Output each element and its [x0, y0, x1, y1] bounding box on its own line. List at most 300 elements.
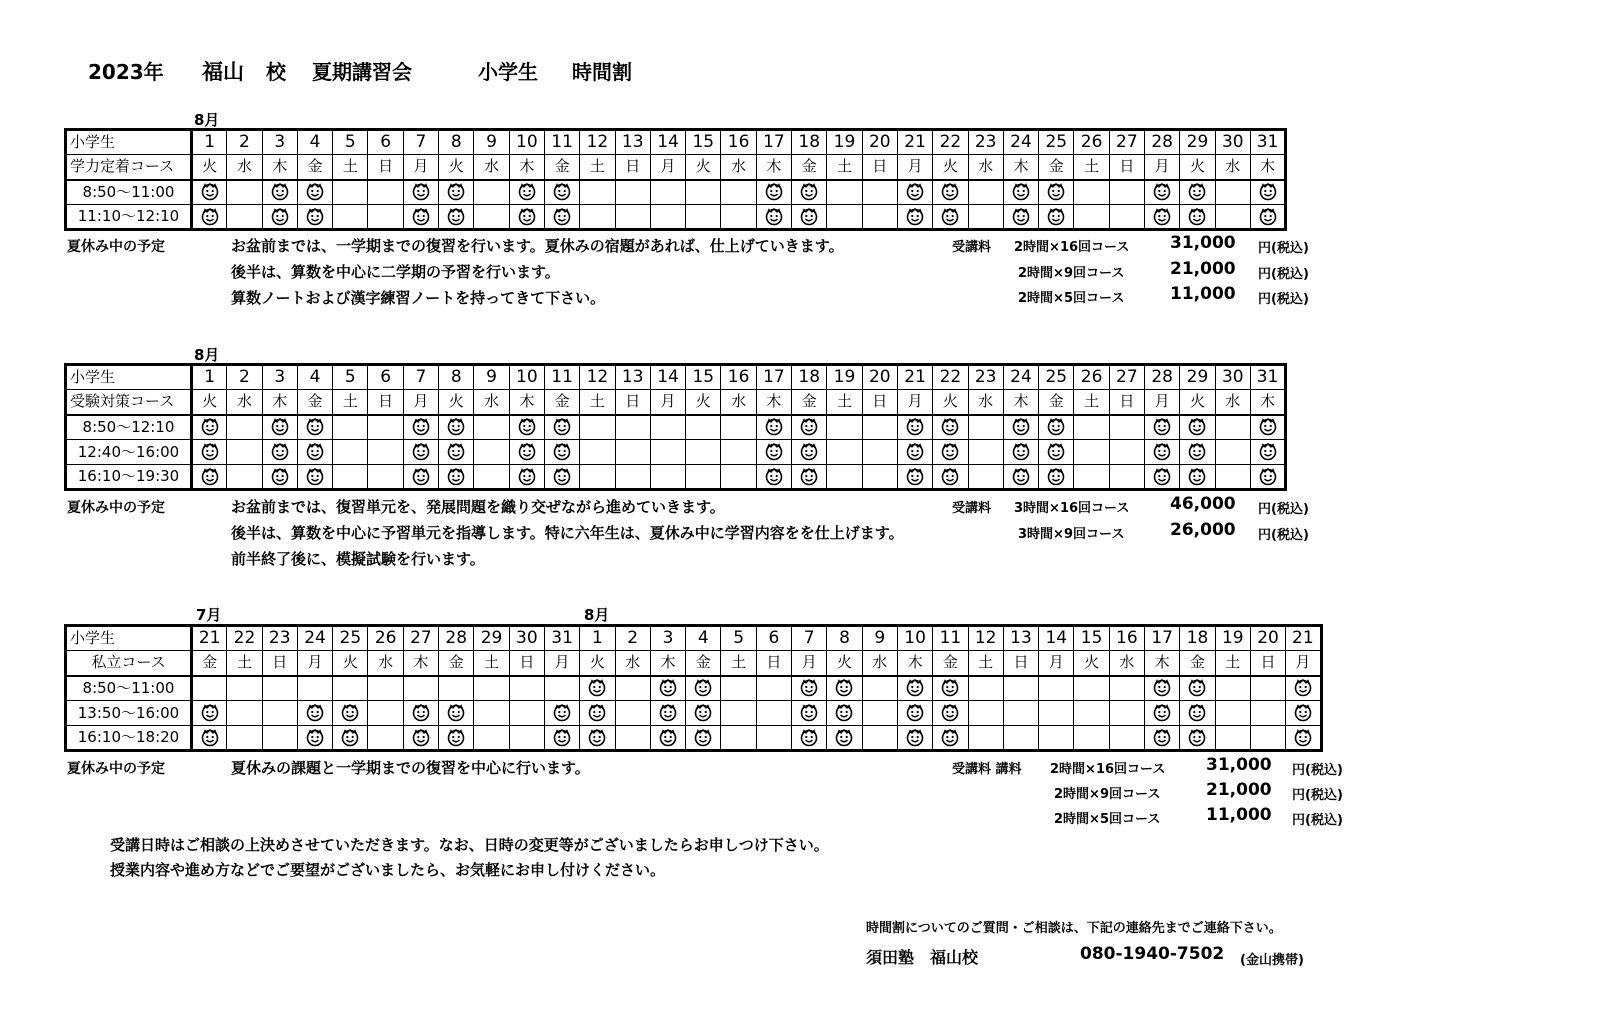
- course-label-top: 小学生: [66, 130, 192, 155]
- schedule-cell: [1145, 701, 1180, 726]
- smiley-face-icon: [200, 467, 220, 487]
- weekday: 木: [262, 390, 297, 415]
- time-slot-label: 13:50～16:00: [66, 701, 192, 726]
- schedule-cell: [1109, 180, 1144, 205]
- weekday: 金: [297, 155, 332, 180]
- schedule-cell: [580, 415, 615, 440]
- schedule-cell: [580, 205, 615, 230]
- schedule-cell: [1109, 415, 1144, 440]
- smiley-face-icon: [1046, 182, 1066, 202]
- schedule-cell: [721, 205, 756, 230]
- time-slot-label: 8:50～12:10: [66, 415, 192, 440]
- weekday: 木: [262, 155, 297, 180]
- smiley-face-icon: [517, 417, 537, 437]
- smiley-face-icon: [517, 182, 537, 202]
- s3-fee-course-1: 2時間×16回コース: [1050, 762, 1166, 777]
- day-number: 14: [650, 365, 685, 390]
- smiley-face-icon: [940, 442, 960, 462]
- schedule-cell: [192, 205, 227, 230]
- schedule-cell: [333, 205, 368, 230]
- s1-plan-line-3: 算数ノートおよび漢字練習ノートを持ってきて下さい。: [231, 289, 606, 307]
- schedule-cell: [333, 440, 368, 465]
- weekday: 水: [721, 155, 756, 180]
- schedule-cell: [580, 726, 615, 751]
- smiley-face-icon: [1187, 182, 1207, 202]
- schedule-cell: [580, 440, 615, 465]
- weekday: 日: [615, 155, 650, 180]
- weekday: 日: [862, 155, 897, 180]
- day-number: 10: [509, 130, 544, 155]
- schedule-cell: [1145, 440, 1180, 465]
- schedule-cell: [650, 440, 685, 465]
- schedule-cell: [227, 205, 262, 230]
- schedule-cell: [509, 205, 544, 230]
- day-number: 18: [792, 365, 827, 390]
- time-slot-label: 16:10～18:20: [66, 726, 192, 751]
- smiley-face-icon: [940, 182, 960, 202]
- schedule-cell: [368, 676, 403, 701]
- smiley-face-icon: [658, 703, 678, 723]
- schedule-cell: [756, 676, 791, 701]
- weekday: 水: [721, 390, 756, 415]
- smiley-face-icon: [552, 703, 572, 723]
- schedule-cell: [792, 440, 827, 465]
- s1-fee-course-3: 2時間×5回コース: [1018, 291, 1125, 306]
- schedule-cell: [509, 676, 544, 701]
- schedule-cell: [1250, 415, 1285, 440]
- header-event: 夏期講習会: [312, 60, 412, 84]
- weekday: 水: [227, 155, 262, 180]
- footer-note-2: 授業内容や進め方などでご要望がございましたら、お気軽にお申し付けください。: [110, 861, 666, 879]
- s1-fee-price-2: 21,000: [1170, 259, 1236, 279]
- weekday: 木: [756, 155, 791, 180]
- smiley-face-icon: [799, 678, 819, 698]
- day-number: 7: [403, 130, 438, 155]
- weekday: 水: [1215, 155, 1250, 180]
- day-number: 23: [968, 130, 1003, 155]
- schedule-cell: [1215, 701, 1250, 726]
- day-number: 30: [509, 626, 544, 651]
- weekday: 土: [1074, 390, 1109, 415]
- day-number: 29: [1180, 365, 1215, 390]
- day-number: 14: [1039, 626, 1074, 651]
- course-label-bottom: 受験対策コース: [66, 390, 192, 415]
- smiley-face-icon: [200, 207, 220, 227]
- day-number: 6: [368, 365, 403, 390]
- schedule-cell: [615, 415, 650, 440]
- schedule-cell: [333, 701, 368, 726]
- schedule-cell: [580, 701, 615, 726]
- schedule-cell: [968, 726, 1003, 751]
- schedule-cell: [474, 676, 509, 701]
- s3-fee-course-3: 2時間×5回コース: [1054, 812, 1161, 827]
- schedule-cell: [1145, 415, 1180, 440]
- schedule-cell: [1180, 701, 1215, 726]
- s1-fee-price-3: 11,000: [1170, 284, 1236, 304]
- s2-fee-course-2: 3時間×9回コース: [1018, 527, 1125, 542]
- schedule-cell: [1286, 701, 1321, 726]
- schedule-cell: [544, 701, 579, 726]
- day-number: 25: [1039, 365, 1074, 390]
- s2-fee-label: 受講料: [952, 501, 992, 516]
- smiley-face-icon: [200, 182, 220, 202]
- smiley-face-icon: [411, 417, 431, 437]
- schedule-cell: [1215, 180, 1250, 205]
- smiley-face-icon: [1187, 417, 1207, 437]
- schedule-cell: [333, 180, 368, 205]
- schedule-cell: [227, 415, 262, 440]
- smiley-face-icon: [200, 728, 220, 748]
- schedule-cell: [862, 726, 897, 751]
- s1-month-label: 8月: [194, 111, 220, 129]
- smiley-face-icon: [517, 207, 537, 227]
- smiley-face-icon: [1046, 417, 1066, 437]
- schedule-cell: [1250, 440, 1285, 465]
- footer-school-name: 須田塾 福山校: [866, 948, 979, 967]
- smiley-face-icon: [1187, 678, 1207, 698]
- schedule-cell: [933, 676, 968, 701]
- schedule-cell: [403, 180, 438, 205]
- weekday: 月: [897, 390, 932, 415]
- schedule-cell: [1250, 465, 1285, 490]
- schedule-cell: [509, 180, 544, 205]
- day-number: 15: [1074, 626, 1109, 651]
- footer-phone-note: (金山携帯): [1240, 953, 1304, 968]
- s3-plan-line-1: 夏休みの課題と一学期までの復習を中心に行います。: [231, 759, 590, 777]
- schedule-cell: [544, 440, 579, 465]
- schedule-cell: [615, 676, 650, 701]
- weekday: 月: [1145, 390, 1180, 415]
- s1-plan-label: 夏休み中の予定: [67, 239, 165, 255]
- day-number: 17: [756, 365, 791, 390]
- schedule-cell: [368, 465, 403, 490]
- smiley-face-icon: [658, 678, 678, 698]
- weekday: 火: [192, 390, 227, 415]
- day-number: 26: [1074, 130, 1109, 155]
- day-number: 9: [474, 365, 509, 390]
- smiley-face-icon: [446, 728, 466, 748]
- schedule-cell: [544, 180, 579, 205]
- schedule-cell: [1180, 180, 1215, 205]
- schedule-cell: [1039, 440, 1074, 465]
- smiley-face-icon: [905, 207, 925, 227]
- s2-plan-line-2: 後半は、算数を中心に予習単元を指導します。特に六年生は、夏休み中に学習内容をを仕上げます。: [231, 524, 904, 542]
- weekday: 金: [1180, 651, 1215, 676]
- header-grade: 小学生: [478, 60, 538, 84]
- schedule-cell: [1074, 726, 1109, 751]
- smiley-face-icon: [764, 417, 784, 437]
- day-number: 24: [1003, 130, 1038, 155]
- s1-fee-unit-2: 円(税込): [1258, 267, 1309, 282]
- schedule-cell: [368, 726, 403, 751]
- schedule-cell: [897, 701, 932, 726]
- schedule-cell: [1180, 440, 1215, 465]
- smiley-face-icon: [517, 442, 537, 462]
- weekday: 水: [474, 155, 509, 180]
- timetable-private-course: [64, 624, 1323, 752]
- schedule-cell: [544, 205, 579, 230]
- smiley-face-icon: [411, 703, 431, 723]
- day-number: 22: [933, 130, 968, 155]
- day-number: 11: [544, 130, 579, 155]
- s2-plan-label: 夏休み中の予定: [67, 500, 165, 516]
- schedule-cell: [686, 465, 721, 490]
- time-slot-label: 8:50～11:00: [66, 180, 192, 205]
- schedule-cell: [897, 180, 932, 205]
- schedule-cell: [474, 180, 509, 205]
- s2-fee-course-1: 3時間×16回コース: [1014, 501, 1130, 516]
- s3-plan-label: 夏休み中の予定: [67, 761, 165, 777]
- smiley-face-icon: [552, 728, 572, 748]
- schedule-cell: [544, 726, 579, 751]
- s2-month-label: 8月: [194, 346, 220, 364]
- schedule-cell: [439, 465, 474, 490]
- schedule-cell: [1145, 180, 1180, 205]
- schedule-cell: [1003, 701, 1038, 726]
- s1-fee-unit-1: 円(税込): [1258, 241, 1309, 256]
- day-number: 12: [968, 626, 1003, 651]
- weekday: 木: [1250, 390, 1285, 415]
- schedule-cell: [827, 676, 862, 701]
- schedule-cell: [721, 701, 756, 726]
- smiley-face-icon: [200, 703, 220, 723]
- schedule-cell: [368, 701, 403, 726]
- schedule-cell: [403, 465, 438, 490]
- day-number: 16: [721, 365, 756, 390]
- s3-fee-price-1: 31,000: [1206, 755, 1272, 775]
- smiley-face-icon: [340, 703, 360, 723]
- day-number: 14: [650, 130, 685, 155]
- weekday: 土: [968, 651, 1003, 676]
- smiley-face-icon: [305, 417, 325, 437]
- time-slot-label: 16:10～19:30: [66, 465, 192, 490]
- schedule-cell: [615, 701, 650, 726]
- s3-fee-unit-1: 円(税込): [1292, 763, 1343, 778]
- schedule-cell: [756, 205, 791, 230]
- weekday: 月: [1145, 155, 1180, 180]
- schedule-cell: [474, 465, 509, 490]
- time-slot-label: 12:40～16:00: [66, 440, 192, 465]
- smiley-face-icon: [1152, 182, 1172, 202]
- schedule-cell: [403, 415, 438, 440]
- weekday: 土: [1074, 155, 1109, 180]
- schedule-cell: [439, 440, 474, 465]
- schedule-cell: [615, 205, 650, 230]
- schedule-cell: [227, 465, 262, 490]
- day-number: 8: [827, 626, 862, 651]
- weekday: 土: [474, 651, 509, 676]
- s3-fee-unit-2: 円(税込): [1292, 788, 1343, 803]
- schedule-cell: [439, 676, 474, 701]
- weekday: 火: [1180, 390, 1215, 415]
- schedule-cell: [686, 676, 721, 701]
- day-number: 18: [1180, 626, 1215, 651]
- weekday: 日: [756, 651, 791, 676]
- schedule-cell: [1109, 701, 1144, 726]
- schedule-cell: [1039, 676, 1074, 701]
- schedule-cell: [368, 440, 403, 465]
- schedule-cell: [403, 676, 438, 701]
- smiley-face-icon: [693, 728, 713, 748]
- smiley-face-icon: [940, 678, 960, 698]
- day-number: 20: [1250, 626, 1285, 651]
- weekday: 木: [509, 155, 544, 180]
- smiley-face-icon: [200, 442, 220, 462]
- schedule-cell: [933, 465, 968, 490]
- schedule-cell: [262, 676, 297, 701]
- weekday: 月: [297, 651, 332, 676]
- day-number: 17: [1145, 626, 1180, 651]
- schedule-cell: [1039, 465, 1074, 490]
- day-number: 28: [1145, 365, 1180, 390]
- schedule-cell: [650, 701, 685, 726]
- schedule-cell: [756, 701, 791, 726]
- smiley-face-icon: [270, 417, 290, 437]
- smiley-face-icon: [411, 728, 431, 748]
- schedule-cell: [580, 180, 615, 205]
- smiley-face-icon: [446, 442, 466, 462]
- day-number: 27: [403, 626, 438, 651]
- smiley-face-icon: [799, 728, 819, 748]
- day-number: 11: [933, 626, 968, 651]
- schedule-cell: [509, 440, 544, 465]
- weekday: 日: [262, 651, 297, 676]
- day-number: 21: [192, 626, 227, 651]
- s1-fee-unit-3: 円(税込): [1258, 292, 1309, 307]
- weekday: 火: [192, 155, 227, 180]
- weekday: 月: [792, 651, 827, 676]
- schedule-cell: [1180, 726, 1215, 751]
- schedule-cell: [1215, 205, 1250, 230]
- weekday: 金: [686, 651, 721, 676]
- schedule-cell: [968, 205, 1003, 230]
- smiley-face-icon: [1258, 442, 1278, 462]
- smiley-face-icon: [1187, 207, 1207, 227]
- day-number: 4: [297, 365, 332, 390]
- schedule-cell: [862, 465, 897, 490]
- smiley-face-icon: [940, 703, 960, 723]
- smiley-face-icon: [1011, 467, 1031, 487]
- schedule-cell: [1215, 465, 1250, 490]
- day-number: 13: [615, 365, 650, 390]
- schedule-cell: [1003, 205, 1038, 230]
- schedule-cell: [1180, 465, 1215, 490]
- smiley-face-icon: [305, 467, 325, 487]
- day-number: 16: [1109, 626, 1144, 651]
- smiley-face-icon: [799, 207, 819, 227]
- schedule-cell: [1003, 465, 1038, 490]
- day-number: 21: [897, 365, 932, 390]
- schedule-cell: [509, 465, 544, 490]
- day-number: 16: [721, 130, 756, 155]
- smiley-face-icon: [1152, 703, 1172, 723]
- s3-month-label-august: 8月: [584, 606, 610, 624]
- schedule-cell: [862, 415, 897, 440]
- schedule-cell: [1003, 415, 1038, 440]
- weekday: 日: [368, 390, 403, 415]
- weekday: 土: [721, 651, 756, 676]
- schedule-cell: [862, 205, 897, 230]
- schedule-cell: [686, 205, 721, 230]
- s3-fee-price-3: 11,000: [1206, 805, 1272, 825]
- course-label-top: 小学生: [66, 626, 192, 651]
- weekday: 日: [615, 390, 650, 415]
- weekday: 水: [227, 390, 262, 415]
- smiley-face-icon: [1152, 728, 1172, 748]
- smiley-face-icon: [1152, 207, 1172, 227]
- weekday: 月: [1039, 651, 1074, 676]
- schedule-cell: [262, 440, 297, 465]
- day-number: 25: [333, 626, 368, 651]
- weekday: 火: [439, 155, 474, 180]
- smiley-face-icon: [411, 467, 431, 487]
- header-timetable: 時間割: [572, 60, 632, 84]
- weekday: 土: [827, 155, 862, 180]
- smiley-face-icon: [305, 207, 325, 227]
- schedule-cell: [1039, 726, 1074, 751]
- smiley-face-icon: [905, 678, 925, 698]
- s1-fee-course-1: 2時間×16回コース: [1014, 240, 1130, 255]
- smiley-face-icon: [1046, 467, 1066, 487]
- day-number: 9: [474, 130, 509, 155]
- schedule-cell: [1250, 676, 1285, 701]
- day-number: 19: [827, 365, 862, 390]
- schedule-cell: [897, 205, 932, 230]
- day-number: 24: [297, 626, 332, 651]
- schedule-cell: [192, 726, 227, 751]
- schedule-cell: [403, 440, 438, 465]
- schedule-cell: [262, 205, 297, 230]
- weekday: 木: [403, 651, 438, 676]
- schedule-cell: [1039, 205, 1074, 230]
- schedule-cell: [897, 726, 932, 751]
- day-number: 4: [686, 626, 721, 651]
- schedule-cell: [792, 205, 827, 230]
- weekday: 木: [756, 390, 791, 415]
- schedule-cell: [192, 701, 227, 726]
- day-number: 10: [897, 626, 932, 651]
- schedule-cell: [933, 726, 968, 751]
- smiley-face-icon: [270, 182, 290, 202]
- schedule-cell: [474, 205, 509, 230]
- weekday: 日: [1109, 390, 1144, 415]
- schedule-cell: [1250, 726, 1285, 751]
- weekday: 月: [650, 390, 685, 415]
- schedule-cell: [968, 415, 1003, 440]
- schedule-cell: [686, 180, 721, 205]
- day-number: 4: [297, 130, 332, 155]
- smiley-face-icon: [587, 678, 607, 698]
- schedule-cell: [721, 415, 756, 440]
- weekday: 金: [792, 390, 827, 415]
- schedule-cell: [1250, 701, 1285, 726]
- schedule-cell: [827, 205, 862, 230]
- weekday: 水: [968, 155, 1003, 180]
- smiley-face-icon: [446, 417, 466, 437]
- day-number: 3: [262, 130, 297, 155]
- schedule-cell: [297, 415, 332, 440]
- smiley-face-icon: [1152, 467, 1172, 487]
- schedule-cell: [192, 440, 227, 465]
- schedule-cell: [721, 726, 756, 751]
- schedule-cell: [509, 415, 544, 440]
- schedule-cell: [1180, 676, 1215, 701]
- schedule-cell: [439, 726, 474, 751]
- schedule-cell: [1215, 415, 1250, 440]
- smiley-face-icon: [1258, 207, 1278, 227]
- schedule-cell: [227, 676, 262, 701]
- schedule-cell: [1074, 676, 1109, 701]
